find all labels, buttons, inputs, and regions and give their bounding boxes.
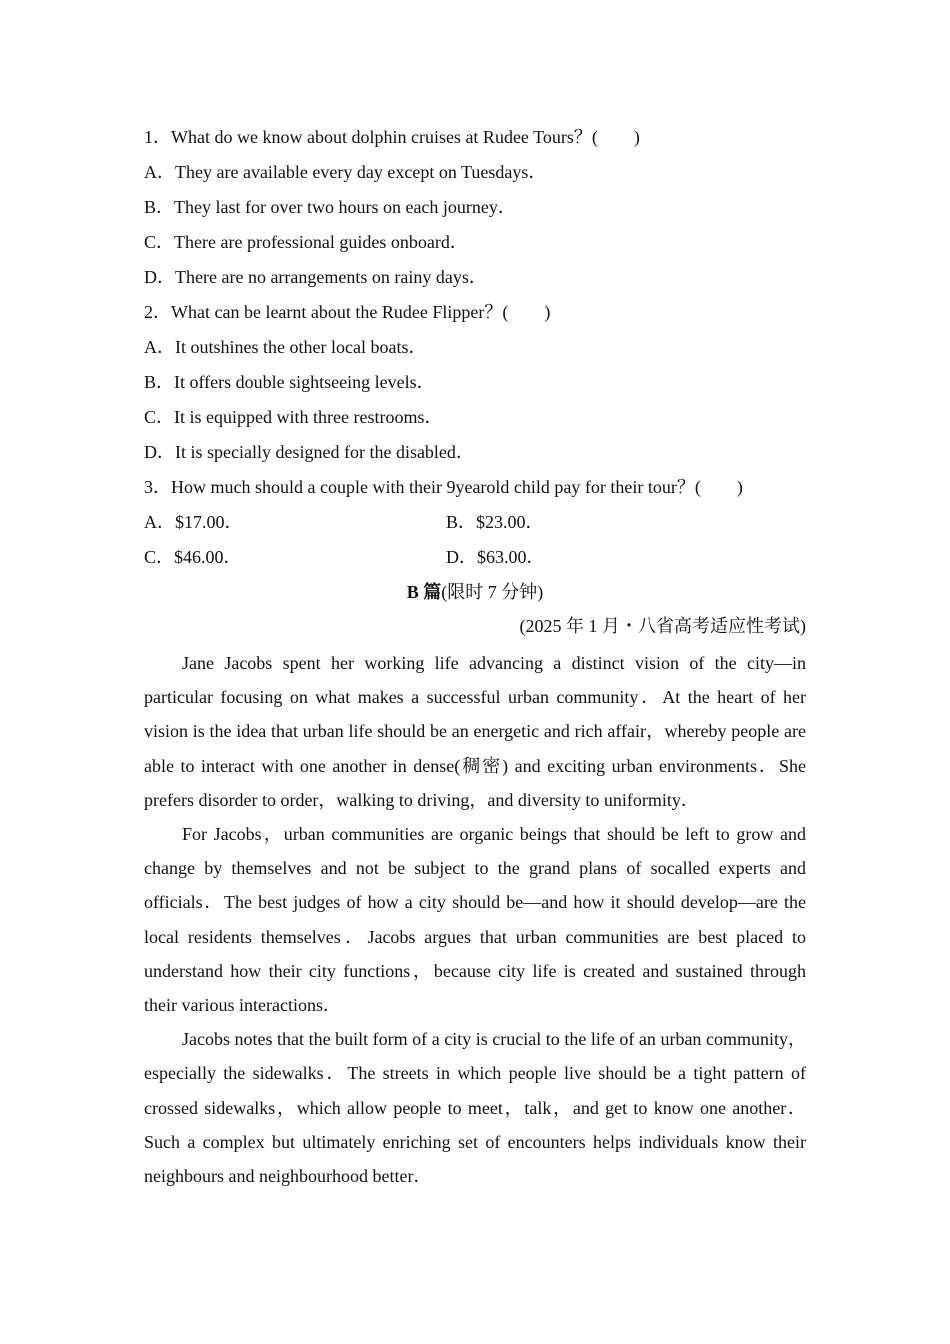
question-1-option-c: C．There are professional guides onboard． xyxy=(144,232,468,252)
passage-paragraph-3: Jacobs notes that the built form of a city is crucial to the life of an urban community，especially the sidewalks．The streets in which people live should be a tight pattern of crossed sidewalks，which allow people to meet，talk，and get to know one another．Such a complex but ultimately enriching set of encounters helps individuals know their neighbours and neighbourhood better． xyxy=(144,1029,806,1187)
passage-paragraph-2: For Jacobs，urban communities are organic beings that should be left to grow and change by themselves and not be subject to the grand plans of socalled experts and officials．The best judges of how a city should be—and how it should develop—are the local residents themselves．Jacobs argues that urban communities are best placed to understand how their city functions，because city life is created and sustained through their various interactions． xyxy=(144,824,806,1016)
question-1-option-a: A．They are available every day except on Tuesdays． xyxy=(144,162,547,182)
question-2-option-b: B．It offers double sightseeing levels． xyxy=(144,372,435,392)
question-3-option-a: A．$17.00． xyxy=(144,512,243,532)
question-3-options-row-1 xyxy=(144,508,806,543)
section-title xyxy=(144,578,806,612)
passage-paragraph-1: Jane Jacobs spent her working life advancing a distinct vision of the city—in particular focusing on what makes a successful urban community．At the heart of her vision is the idea that urban life should be an energetic and rich affair，whereby people are able to interact with one another in dense(稠密) and exciting urban environments．She prefers disorder to order，walking to driving，and diversity to uniformity． xyxy=(144,653,806,810)
question-3-options-row-2 xyxy=(144,543,806,578)
question-1-option-d: D．There are no arrangements on rainy days． xyxy=(144,267,487,287)
section-title-bold: B 篇 xyxy=(406,582,442,602)
question-1-stem: 1．What do we know about dolphin cruises at Rudee Tours？( ) xyxy=(144,127,640,147)
section-time-limit: (限时 7 分钟) xyxy=(441,582,544,602)
question-3-option-c: C．$46.00． xyxy=(144,547,242,567)
question-3-stem: 3．How much should a couple with their 9yearold child pay for their tour？( ) xyxy=(144,477,743,497)
question-1-option-b: B．They last for over two hours on each journey． xyxy=(144,197,516,217)
document-page xyxy=(144,123,806,1193)
question-3-option-b: B．$23.00． xyxy=(446,512,544,532)
section-source: (2025 年 1 月・八省高考适应性考试) xyxy=(519,616,806,636)
question-2-option-d: D．It is specially designed for the disabled． xyxy=(144,442,474,462)
question-3-option-d: D．$63.00． xyxy=(446,547,545,567)
question-2-option-c: C．It is equipped with three restrooms． xyxy=(144,407,443,427)
question-2-option-a: A．It outshines the other local boats． xyxy=(144,337,427,357)
question-2-stem: 2．What can be learnt about the Rudee Flipper？( ) xyxy=(144,302,551,322)
